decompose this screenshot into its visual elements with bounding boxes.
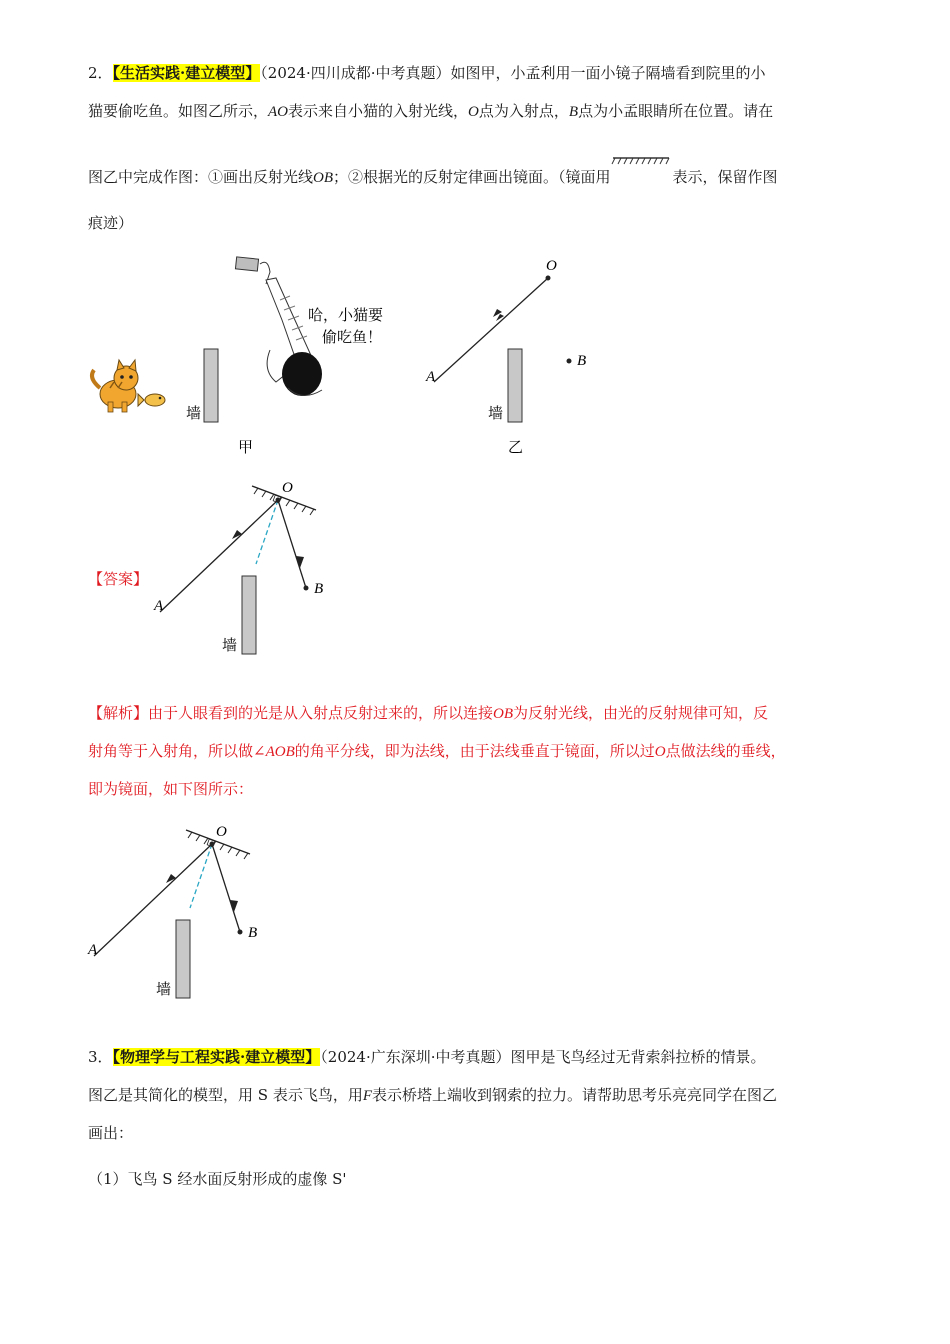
- q2-text-2c: 点为入射点，: [478, 102, 569, 120]
- label-a-yi: A: [426, 369, 436, 385]
- q2-text-3b: ；②根据光的反射定律画出镜面。（镜面用: [333, 168, 611, 186]
- wall-yi: [508, 349, 522, 422]
- q3-f: F: [362, 1088, 372, 1104]
- answer-label-a: A: [154, 598, 164, 614]
- q2-text-2b: 表示来自小猫的入射光线，: [288, 102, 469, 120]
- q3-text-2b: 表示桥塔上端收到钢索的拉力。请帮助思考乐亮亮同学在图乙: [372, 1086, 778, 1104]
- analysis-label-a: A: [88, 942, 98, 958]
- speech-line-2: 偷吃鱼！: [322, 328, 383, 346]
- q2-text-4: 痕迹）: [88, 214, 134, 232]
- q2-number: 2．: [88, 64, 113, 82]
- point-b-yi: [567, 359, 572, 364]
- analysis-text-1b: 为反射光线，由光的反射规律可知，反: [513, 704, 769, 722]
- label-o-yi: O: [546, 258, 557, 274]
- analysis-aob: AOB: [265, 744, 295, 760]
- figure-jia: [80, 250, 420, 456]
- speech-line-1: 哈，小猫要: [308, 306, 384, 324]
- q2-o: O: [468, 104, 479, 120]
- q2-ob: OB: [313, 170, 334, 186]
- analysis-wall-label: 墙: [156, 980, 172, 998]
- answer-label-b: B: [314, 581, 324, 597]
- analysis-tag: 【解析】: [88, 704, 149, 722]
- figure-yi: [420, 250, 620, 456]
- answer-wall: [242, 576, 256, 654]
- answer-tag: 【答案】: [88, 570, 149, 588]
- wall-label-yi: 墙: [488, 404, 504, 422]
- q3-line-2: [88, 1084, 777, 1107]
- point-o-yi: [546, 276, 551, 281]
- label-b-yi: B: [577, 353, 587, 369]
- analysis-ob: OB: [493, 706, 514, 722]
- q3-line-1: [88, 1046, 766, 1068]
- answer-incident-ray: [160, 500, 278, 612]
- q2-line-2: [88, 100, 773, 123]
- q2-line-4: [88, 212, 133, 234]
- answer-arrow-1-icon: [232, 530, 242, 539]
- q3-source: （2024·广东深圳·中考真题）: [320, 1048, 511, 1066]
- answer-figure: [148, 472, 348, 662]
- analysis-label-o: O: [216, 824, 227, 840]
- q2-text-3a: 图乙中完成作图：①画出反射光线: [88, 168, 314, 186]
- q2-line-1: [88, 62, 766, 84]
- answer-wall-label: 墙: [222, 636, 238, 654]
- analysis-text-2b: 的角平分线，即为法线，由于法线垂直于镜面，所以过: [294, 742, 655, 760]
- q2-b: B: [568, 104, 579, 120]
- q3-tag: 【物理学与工程实践·建立模型】: [112, 1048, 321, 1066]
- q3-text-1: 图甲是飞鸟经过无背索斜拉桥的情景。: [510, 1048, 766, 1066]
- analysis-line-3: [88, 778, 253, 800]
- wall-jia: [204, 349, 218, 422]
- q3-number: 3．: [88, 1048, 113, 1066]
- analysis-text-3: 即为镜面，如下图所示：: [88, 780, 254, 798]
- q2-source: （2024·四川成都·中考真题）: [260, 64, 451, 82]
- q3-sub-1: [88, 1168, 347, 1190]
- analysis-incident-ray: [94, 844, 212, 956]
- analysis-arrow-1-icon: [166, 874, 176, 883]
- analysis-text-2a: 射角等于入射角，所以做∠: [88, 742, 266, 760]
- q3-text-2a: 图乙是其简化的模型，用 S 表示飞鸟，用: [88, 1086, 363, 1104]
- wall-label-jia: 墙: [186, 404, 202, 422]
- q2-text-1: 如图甲，小孟利用一面小镜子隔墙看到院里的小: [450, 64, 766, 82]
- answer-reflected-ray: [278, 500, 306, 588]
- analysis-text-1a: 由于人眼看到的光是从入射点反射过来的，所以连接: [148, 704, 494, 722]
- q3-sub-1-text: （1）飞鸟 S 经水面反射形成的虚像 S': [88, 1170, 347, 1188]
- incident-ray-yi: [434, 278, 548, 382]
- q2-text-2d: 点为小孟眼睛所在位置。请在: [578, 102, 774, 120]
- analysis-o: O: [654, 744, 666, 760]
- analysis-wall: [176, 920, 190, 998]
- cat-icon: [92, 360, 138, 412]
- q2-text-2a: 猫要偷吃鱼。如图乙所示，: [88, 102, 269, 120]
- q3-text-3: 画出：: [88, 1124, 134, 1142]
- caption-yi: 乙: [508, 438, 524, 456]
- fish-icon: [138, 394, 165, 406]
- answer-label-o: O: [282, 480, 293, 496]
- analysis-reflected-ray: [212, 844, 240, 932]
- q2-ao: AO: [268, 104, 289, 120]
- boy-figure: [235, 257, 322, 396]
- analysis-line-1: [88, 702, 768, 725]
- q2-line-3: [88, 162, 778, 189]
- q2-tag: 【生活实践·建立模型】: [112, 64, 261, 82]
- caption-jia: 甲: [238, 438, 254, 456]
- q3-line-3: [88, 1122, 133, 1144]
- analysis-figure: [82, 816, 282, 1006]
- analysis-text-2c: 点做法线的垂线，: [665, 742, 786, 760]
- analysis-line-2: [88, 740, 786, 763]
- analysis-label-b: B: [248, 925, 258, 941]
- q2-text-3c: 表示，保留作图: [672, 168, 778, 186]
- mirror-symbol-icon: [611, 162, 673, 182]
